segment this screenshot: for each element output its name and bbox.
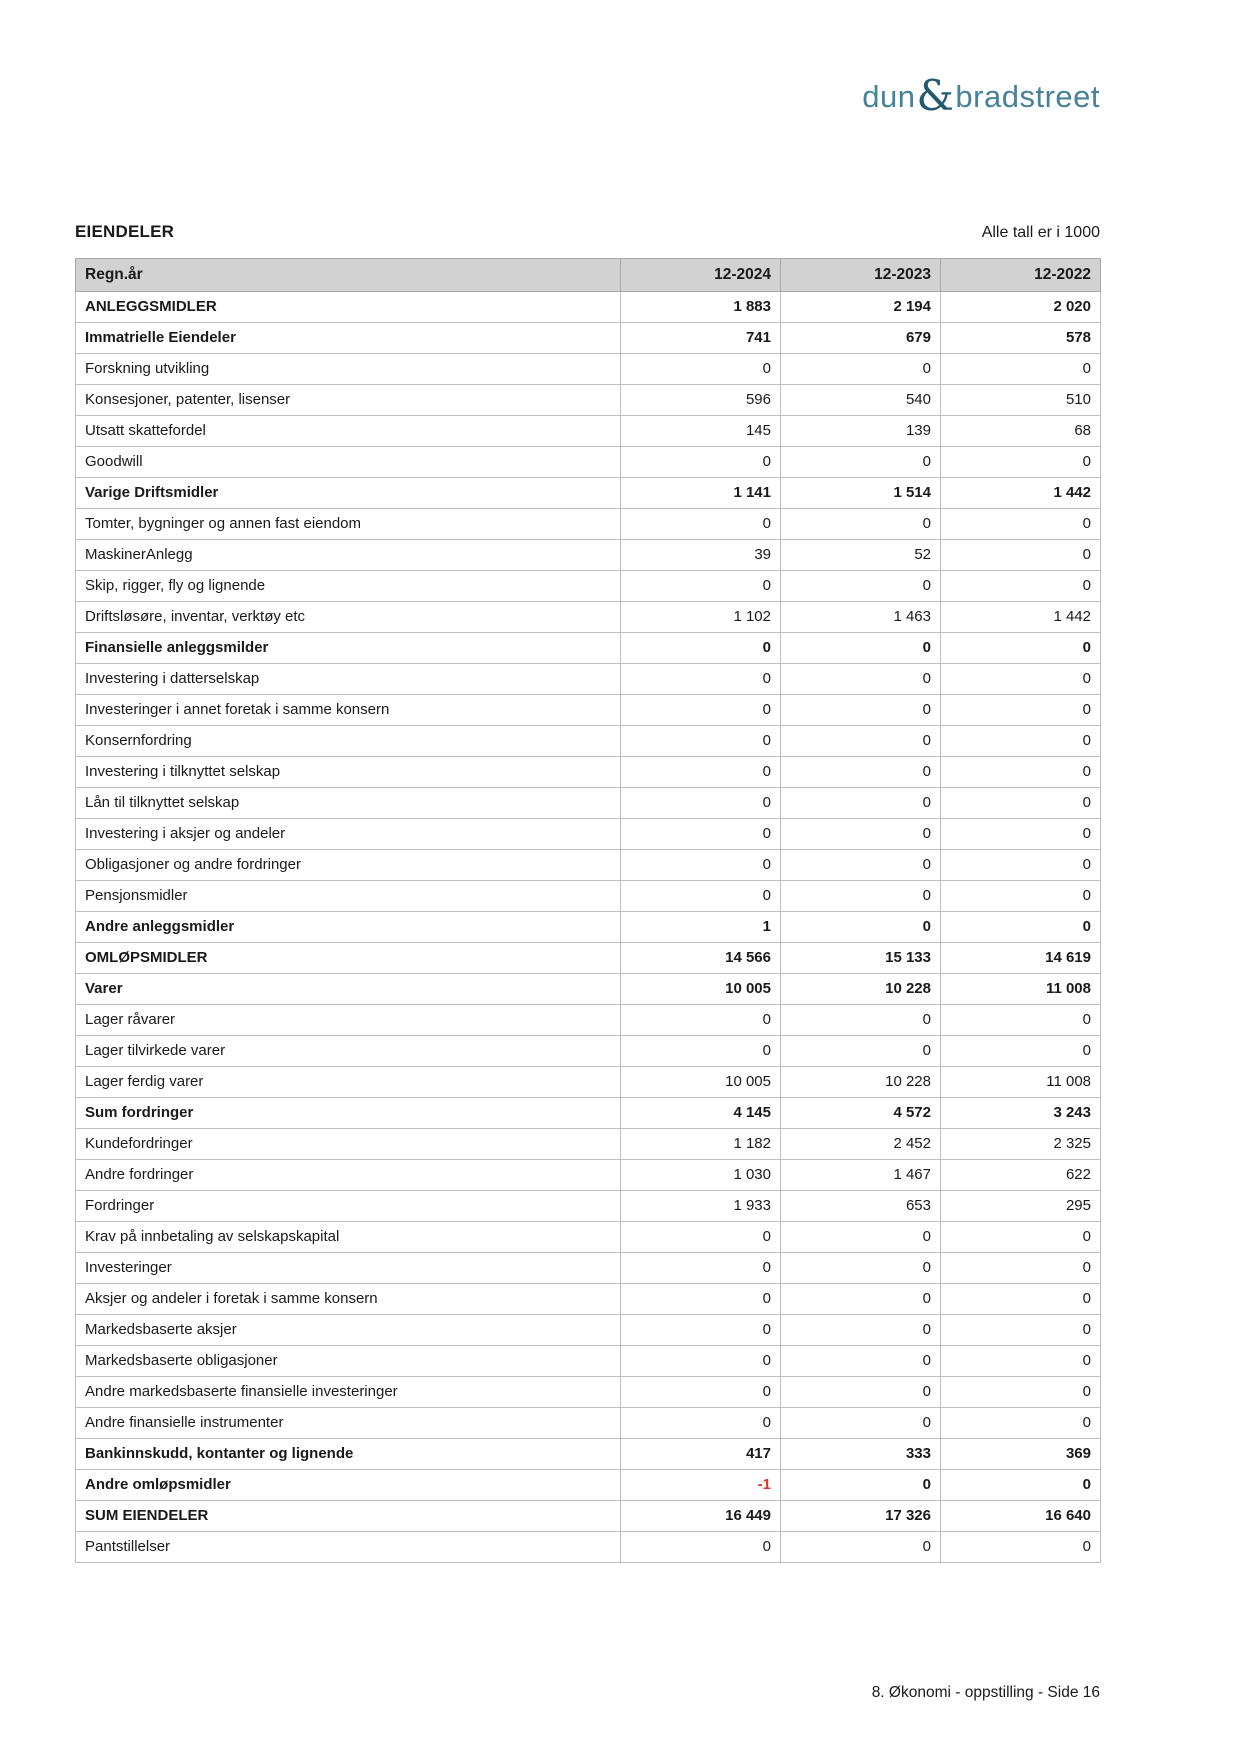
row-value: 0 xyxy=(781,881,941,912)
row-value: 0 xyxy=(621,1377,781,1408)
row-value: 0 xyxy=(621,1005,781,1036)
row-value: 0 xyxy=(781,1377,941,1408)
table-row xyxy=(76,1284,1101,1315)
row-value: 0 xyxy=(621,1222,781,1253)
row-value: 0 xyxy=(941,1346,1101,1377)
table-row xyxy=(76,571,1101,602)
table-row xyxy=(76,664,1101,695)
table-row xyxy=(76,1377,1101,1408)
assets-table xyxy=(75,258,1101,1563)
row-value: 0 xyxy=(941,1532,1101,1563)
row-value: 0 xyxy=(621,819,781,850)
table-row xyxy=(76,354,1101,385)
row-value: 1 xyxy=(621,912,781,943)
row-value: 2 325 xyxy=(941,1129,1101,1160)
table-row xyxy=(76,850,1101,881)
table-row xyxy=(76,1191,1101,1222)
row-value: 10 005 xyxy=(621,974,781,1005)
row-value: 0 xyxy=(621,664,781,695)
row-value: 0 xyxy=(941,850,1101,881)
row-value: 0 xyxy=(621,509,781,540)
row-label: Andre omløpsmidler xyxy=(76,1470,621,1501)
row-value: 0 xyxy=(621,695,781,726)
row-value: 653 xyxy=(781,1191,941,1222)
row-value: 0 xyxy=(621,850,781,881)
row-value: 10 228 xyxy=(781,974,941,1005)
row-value: 295 xyxy=(941,1191,1101,1222)
table-row xyxy=(76,881,1101,912)
row-label: Forskning utvikling xyxy=(76,354,621,385)
row-value: 0 xyxy=(781,633,941,664)
row-value: 0 xyxy=(781,1346,941,1377)
row-label: Bankinnskudd, kontanter og lignende xyxy=(76,1439,621,1470)
dun-bradstreet-logo xyxy=(862,71,1100,120)
row-value: 0 xyxy=(941,1036,1101,1067)
table-row xyxy=(76,1408,1101,1439)
table-row xyxy=(76,602,1101,633)
row-value: 0 xyxy=(781,447,941,478)
row-value: 2 194 xyxy=(781,292,941,323)
row-value: 0 xyxy=(781,354,941,385)
row-value: 0 xyxy=(781,912,941,943)
table-row xyxy=(76,1222,1101,1253)
row-value: 0 xyxy=(781,757,941,788)
row-label: Immatrielle Eiendeler xyxy=(76,323,621,354)
row-value: 10 005 xyxy=(621,1067,781,1098)
column-header-2023: 12-2023 xyxy=(781,259,941,292)
table-header-row xyxy=(76,259,1101,292)
logo-word-bradstreet: bradstreet xyxy=(955,79,1100,114)
row-label: Krav på innbetaling av selskapskapital xyxy=(76,1222,621,1253)
row-value: 1 463 xyxy=(781,602,941,633)
table-row xyxy=(76,1315,1101,1346)
row-value: -1 xyxy=(621,1470,781,1501)
row-value: 0 xyxy=(941,819,1101,850)
row-value: 0 xyxy=(621,1408,781,1439)
row-value: 0 xyxy=(941,540,1101,571)
row-label: Konsesjoner, patenter, lisenser xyxy=(76,385,621,416)
row-value: 0 xyxy=(941,1005,1101,1036)
row-label: Investering i datterselskap xyxy=(76,664,621,695)
row-value: 0 xyxy=(621,881,781,912)
table-row xyxy=(76,1005,1101,1036)
row-label: Goodwill xyxy=(76,447,621,478)
row-value: 0 xyxy=(621,571,781,602)
table-row xyxy=(76,819,1101,850)
row-value: 39 xyxy=(621,540,781,571)
row-label: Andre fordringer xyxy=(76,1160,621,1191)
row-label: Konsernfordring xyxy=(76,726,621,757)
table-row xyxy=(76,323,1101,354)
row-value: 0 xyxy=(781,1036,941,1067)
row-value: 0 xyxy=(941,447,1101,478)
row-value: 16 449 xyxy=(621,1501,781,1532)
row-value: 0 xyxy=(781,819,941,850)
row-value: 0 xyxy=(941,633,1101,664)
table-row xyxy=(76,416,1101,447)
column-header-2022: 12-2022 xyxy=(941,259,1101,292)
page-title: EIENDELER xyxy=(75,222,175,241)
row-value: 14 566 xyxy=(621,943,781,974)
row-value: 3 243 xyxy=(941,1098,1101,1129)
row-label: Lager råvarer xyxy=(76,1005,621,1036)
logo-word-dun: dun xyxy=(862,79,916,114)
row-label: Lån til tilknyttet selskap xyxy=(76,788,621,819)
logo-ampersand-icon: & xyxy=(916,71,955,120)
table-row xyxy=(76,695,1101,726)
row-value: 0 xyxy=(781,726,941,757)
table-row xyxy=(76,478,1101,509)
row-value: 510 xyxy=(941,385,1101,416)
row-value: 0 xyxy=(621,726,781,757)
row-value: 0 xyxy=(781,571,941,602)
row-value: 0 xyxy=(781,1284,941,1315)
table-row xyxy=(76,540,1101,571)
column-header-regnar: Regn.år xyxy=(76,259,621,292)
row-value: 0 xyxy=(941,1284,1101,1315)
table-row xyxy=(76,1470,1101,1501)
row-value: 1 030 xyxy=(621,1160,781,1191)
table-row xyxy=(76,1346,1101,1377)
row-label: Utsatt skattefordel xyxy=(76,416,621,447)
row-label: Andre finansielle instrumenter xyxy=(76,1408,621,1439)
row-label: MaskinerAnlegg xyxy=(76,540,621,571)
row-value: 0 xyxy=(941,726,1101,757)
row-value: 0 xyxy=(941,1315,1101,1346)
table-row xyxy=(76,974,1101,1005)
row-value: 1 933 xyxy=(621,1191,781,1222)
table-row xyxy=(76,385,1101,416)
row-label: Varige Driftsmidler xyxy=(76,478,621,509)
table-row xyxy=(76,1098,1101,1129)
row-value: 139 xyxy=(781,416,941,447)
row-value: 0 xyxy=(621,1346,781,1377)
row-value: 0 xyxy=(781,1408,941,1439)
row-value: 16 640 xyxy=(941,1501,1101,1532)
table-row xyxy=(76,1129,1101,1160)
row-value: 0 xyxy=(941,664,1101,695)
row-label: Aksjer og andeler i foretak i samme konsern xyxy=(76,1284,621,1315)
row-value: 17 326 xyxy=(781,1501,941,1532)
row-value: 0 xyxy=(781,695,941,726)
row-label: ANLEGGSMIDLER xyxy=(76,292,621,323)
column-header-2024: 12-2024 xyxy=(621,259,781,292)
row-value: 0 xyxy=(941,912,1101,943)
row-value: 1 102 xyxy=(621,602,781,633)
row-label: Investeringer i annet foretak i samme konsern xyxy=(76,695,621,726)
table-row xyxy=(76,509,1101,540)
row-value: 0 xyxy=(621,354,781,385)
row-label: Investering i tilknyttet selskap xyxy=(76,757,621,788)
row-value: 11 008 xyxy=(941,974,1101,1005)
row-value: 1 442 xyxy=(941,478,1101,509)
table-row xyxy=(76,1067,1101,1098)
row-value: 1 182 xyxy=(621,1129,781,1160)
row-value: 0 xyxy=(941,695,1101,726)
row-value: 596 xyxy=(621,385,781,416)
table-row xyxy=(76,633,1101,664)
row-value: 0 xyxy=(621,1315,781,1346)
row-value: 0 xyxy=(621,1532,781,1563)
row-value: 0 xyxy=(941,1222,1101,1253)
row-value: 145 xyxy=(621,416,781,447)
row-value: 417 xyxy=(621,1439,781,1470)
row-value: 0 xyxy=(621,447,781,478)
row-value: 0 xyxy=(781,1253,941,1284)
row-label: Investeringer xyxy=(76,1253,621,1284)
row-label: Pantstillelser xyxy=(76,1532,621,1563)
table-row xyxy=(76,726,1101,757)
row-value: 0 xyxy=(621,788,781,819)
row-value: 0 xyxy=(941,1253,1101,1284)
row-label: Fordringer xyxy=(76,1191,621,1222)
page-footer: 8. Økonomi - oppstilling - Side 16 xyxy=(871,1684,1100,1701)
row-value: 0 xyxy=(621,633,781,664)
row-value: 540 xyxy=(781,385,941,416)
row-value: 14 619 xyxy=(941,943,1101,974)
table-row xyxy=(76,1253,1101,1284)
row-value: 0 xyxy=(941,1377,1101,1408)
row-value: 0 xyxy=(781,1222,941,1253)
row-value: 0 xyxy=(941,1408,1101,1439)
row-label: Investering i aksjer og andeler xyxy=(76,819,621,850)
row-value: 2 020 xyxy=(941,292,1101,323)
table-row xyxy=(76,1532,1101,1563)
row-value: 4 145 xyxy=(621,1098,781,1129)
table-row xyxy=(76,1036,1101,1067)
table-row xyxy=(76,788,1101,819)
row-label: Driftsløsøre, inventar, verktøy etc xyxy=(76,602,621,633)
row-value: 1 442 xyxy=(941,602,1101,633)
row-value: 1 883 xyxy=(621,292,781,323)
row-value: 0 xyxy=(781,850,941,881)
table-row xyxy=(76,1501,1101,1532)
row-value: 0 xyxy=(621,1036,781,1067)
table-row xyxy=(76,1439,1101,1470)
row-value: 10 228 xyxy=(781,1067,941,1098)
table-row xyxy=(76,757,1101,788)
row-value: 679 xyxy=(781,323,941,354)
row-label: Obligasjoner og andre fordringer xyxy=(76,850,621,881)
table-row xyxy=(76,447,1101,478)
row-label: Skip, rigger, fly og lignende xyxy=(76,571,621,602)
row-label: Pensjonsmidler xyxy=(76,881,621,912)
row-label: Tomter, bygninger og annen fast eiendom xyxy=(76,509,621,540)
row-value: 0 xyxy=(621,1253,781,1284)
row-value: 0 xyxy=(781,1005,941,1036)
row-value: 11 008 xyxy=(941,1067,1101,1098)
table-row xyxy=(76,943,1101,974)
row-value: 333 xyxy=(781,1439,941,1470)
row-value: 0 xyxy=(781,1315,941,1346)
row-value: 0 xyxy=(941,571,1101,602)
row-value: 2 452 xyxy=(781,1129,941,1160)
row-value: 0 xyxy=(781,1532,941,1563)
row-value: 622 xyxy=(941,1160,1101,1191)
row-value: 0 xyxy=(941,757,1101,788)
row-value: 369 xyxy=(941,1439,1101,1470)
row-value: 0 xyxy=(941,1470,1101,1501)
row-label: Kundefordringer xyxy=(76,1129,621,1160)
units-note: Alle tall er i 1000 xyxy=(981,224,1100,241)
row-value: 0 xyxy=(941,509,1101,540)
row-value: 0 xyxy=(781,788,941,819)
row-label: Andre markedsbaserte finansielle investeringer xyxy=(76,1377,621,1408)
row-value: 1 514 xyxy=(781,478,941,509)
row-value: 0 xyxy=(621,757,781,788)
row-value: 0 xyxy=(621,1284,781,1315)
row-label: Markedsbaserte aksjer xyxy=(76,1315,621,1346)
row-label: SUM EIENDELER xyxy=(76,1501,621,1532)
row-value: 578 xyxy=(941,323,1101,354)
row-value: 0 xyxy=(941,354,1101,385)
row-label: Andre anleggsmidler xyxy=(76,912,621,943)
row-value: 4 572 xyxy=(781,1098,941,1129)
row-label: Varer xyxy=(76,974,621,1005)
row-value: 68 xyxy=(941,416,1101,447)
table-row xyxy=(76,1160,1101,1191)
row-label: Lager ferdig varer xyxy=(76,1067,621,1098)
row-value: 0 xyxy=(781,509,941,540)
table-row xyxy=(76,292,1101,323)
table-row xyxy=(76,912,1101,943)
row-label: Lager tilvirkede varer xyxy=(76,1036,621,1067)
title-row xyxy=(75,222,1100,242)
row-value: 0 xyxy=(781,664,941,695)
row-value: 1 467 xyxy=(781,1160,941,1191)
row-label: OMLØPSMIDLER xyxy=(76,943,621,974)
row-label: Finansielle anleggsmilder xyxy=(76,633,621,664)
row-value: 741 xyxy=(621,323,781,354)
row-value: 52 xyxy=(781,540,941,571)
row-value: 0 xyxy=(941,881,1101,912)
row-value: 15 133 xyxy=(781,943,941,974)
row-label: Markedsbaserte obligasjoner xyxy=(76,1346,621,1377)
row-value: 1 141 xyxy=(621,478,781,509)
row-value: 0 xyxy=(941,788,1101,819)
row-value: 0 xyxy=(781,1470,941,1501)
row-label: Sum fordringer xyxy=(76,1098,621,1129)
